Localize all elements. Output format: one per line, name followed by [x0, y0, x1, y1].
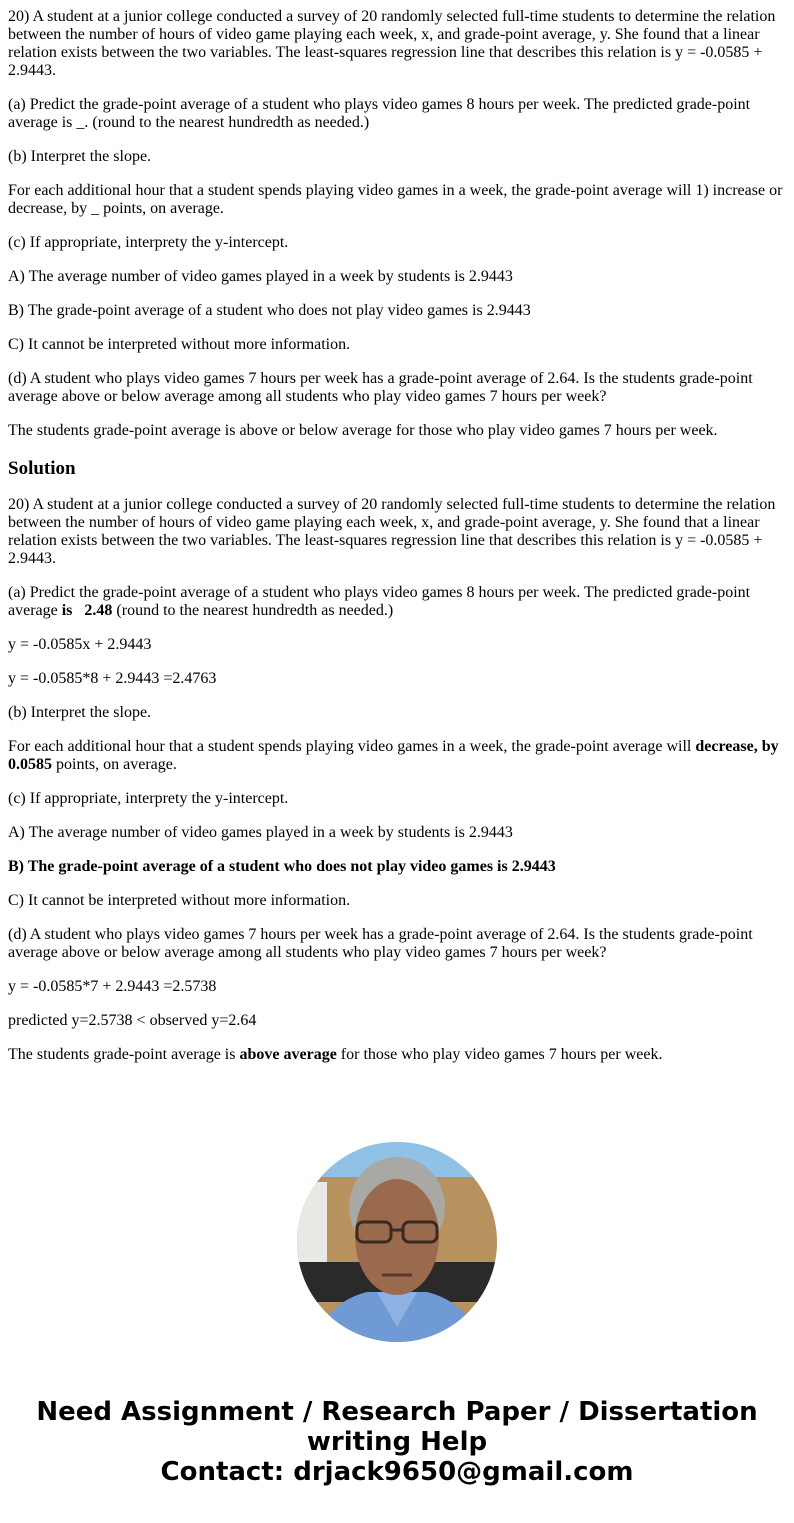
question-paragraph: (b) Interpret the slope. — [8, 148, 152, 165]
solution-heading: Solution — [8, 458, 76, 479]
question-paragraph: B) The grade-point average of a student who does not play video games is 2.9443 — [8, 302, 531, 319]
answer-c: B) The grade-point average of a student who does not play video games is 2.9443 — [8, 858, 556, 875]
equation: y = -0.0585x + 2.9443 — [8, 636, 152, 653]
text: for those who play video games 7 hours per week. — [336, 1046, 663, 1063]
part-b-heading: (b) Interpret the slope. — [8, 704, 152, 721]
text: points, on average. — [52, 756, 177, 773]
option-b-answer — [8, 858, 786, 876]
document-body — [0, 8, 794, 1064]
solution-intro: 20) A student at a junior college conducted a survey of 20 randomly selected full-time students to determine the relation between the number of hours of video game playing each week, x, and grade-point average, y. She found that a linear relation exists between the two variables. The least-squares regression line that describes this relation is y = -0.0585 + 2.9443. — [8, 496, 776, 567]
promo-line: Need Assignment / Research Paper / Dissertation writing Help — [36, 1397, 758, 1457]
equation: y = -0.0585*7 + 2.9443 =2.5738 — [8, 978, 217, 995]
promo-contact: Contact: drjack9650@gmail.com — [160, 1457, 634, 1487]
question-paragraph: C) It cannot be interpreted without more information. — [8, 336, 351, 353]
question-paragraph: A) The average number of video games played in a week by students is 2.9443 — [8, 268, 513, 285]
text: (round to the nearest hundredth as needed.) — [112, 602, 394, 619]
part-d-question: (d) A student who plays video games 7 hours per week has a grade-point average of 2.64. Is the students grade-point average above or below average among all students who play video games 7 hours per week? — [8, 926, 753, 961]
question-paragraph: For each additional hour that a student spends playing video games in a week, the grade-point average will 1) increase or decrease, by _ points, on average. — [8, 182, 783, 217]
solution-section — [8, 496, 786, 1064]
question-section — [8, 8, 786, 440]
option-a: A) The average number of video games played in a week by students is 2.9443 — [8, 824, 513, 841]
answer-b: decrease, by 0.0585 — [8, 738, 779, 773]
author-photo — [297, 1142, 497, 1342]
question-paragraph: 20) A student at a junior college conducted a survey of 20 randomly selected full-time students to determine the relation between the number of hours of video game playing each week, x, and grade-point average, y. She found that a linear relation exists between the two variables. The least-squares regression line that describes this relation is y = -0.0585 + 2.9443. — [8, 8, 776, 79]
solution-part-b — [8, 738, 786, 774]
option-c: C) It cannot be interpreted without more information. — [8, 892, 351, 909]
equation: y = -0.0585*8 + 2.9443 =2.4763 — [8, 670, 217, 687]
question-paragraph: (c) If appropriate, interprety the y-intercept. — [8, 234, 289, 251]
text: (a) Predict the grade-point average of a student who plays video games 8 hours per week. The predicted grade-point average — [8, 584, 751, 619]
promo-banner — [0, 1397, 794, 1515]
author-photo-container — [0, 1142, 794, 1347]
portrait-image — [297, 1142, 497, 1342]
solution-part-a — [8, 584, 786, 620]
question-paragraph: The students grade-point average is above or below average for those who play video games 7 hours per week. — [8, 422, 718, 439]
question-paragraph: (d) A student who plays video games 7 hours per week has a grade-point average of 2.64. Is the students grade-point average above or below average among all students who play video games 7 hours per week? — [8, 370, 753, 405]
answer-d: above average — [239, 1046, 337, 1063]
text: For each additional hour that a student spends playing video games in a week, the grade-point average will — [8, 738, 696, 755]
comparison: predicted y=2.5738 < observed y=2.64 — [8, 1012, 257, 1029]
question-paragraph: (a) Predict the grade-point average of a student who plays video games 8 hours per week. The predicted grade-point average is _. (round to the nearest hundredth as needed.) — [8, 96, 751, 131]
solution-part-d — [8, 1046, 786, 1064]
part-c-heading: (c) If appropriate, interprety the y-intercept. — [8, 790, 289, 807]
answer-a: is 2.48 — [61, 602, 113, 619]
text: The students grade-point average is — [8, 1046, 240, 1063]
